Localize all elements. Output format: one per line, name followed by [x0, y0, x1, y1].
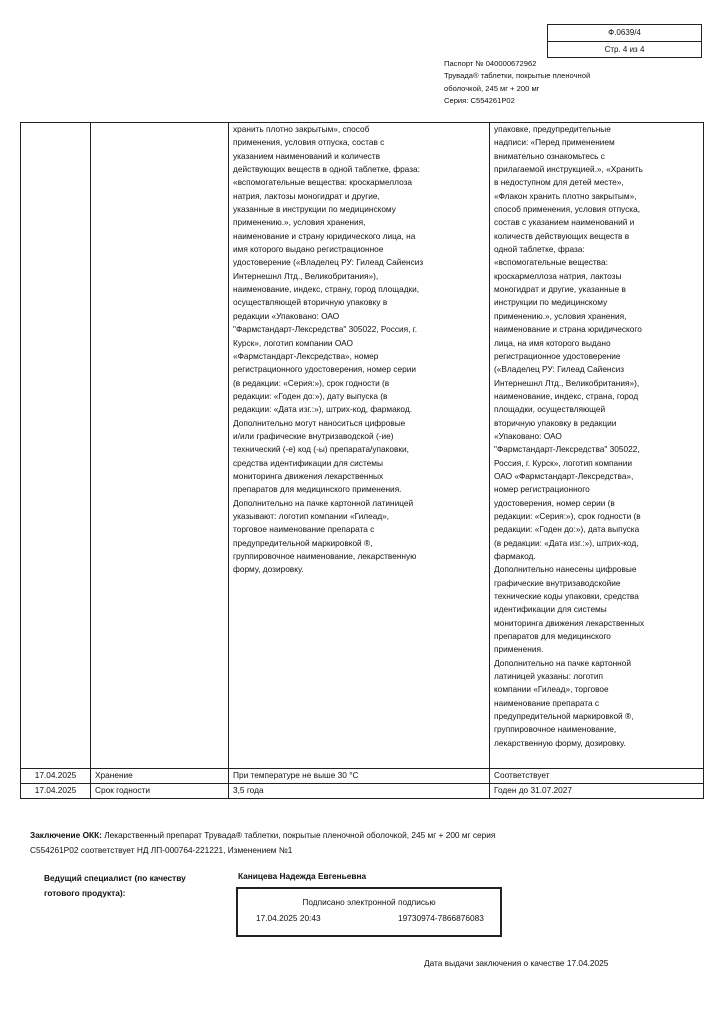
cell-date: 17.04.2025: [21, 769, 91, 784]
text-line: форму, дозировку.: [233, 564, 304, 575]
table-row-packaging: [21, 123, 704, 769]
cell-date: [21, 123, 91, 769]
text-line: предупредительной маркировкой ®,: [494, 711, 634, 722]
text-line: площадки, осуществляющей: [494, 404, 606, 415]
passport-number: Паспорт № 040000672962: [444, 59, 537, 68]
text-line: Интернешнл Лтд., Великобритания»),: [233, 270, 379, 281]
text-line: кроскармеллоза натрия, лактозы: [494, 270, 622, 281]
cell-result: [490, 123, 704, 769]
text-line: Интернешнл Лтд., Великобритания»),: [494, 377, 640, 388]
text-line: предупредительной маркировкой ®,: [233, 537, 373, 548]
text-line: наименование, индекс, страна, город: [494, 390, 639, 401]
text-line: наименование, индекс, страну, город площадки,: [233, 284, 420, 295]
text-line: применению.», условия хранения,: [233, 217, 366, 228]
text-line: внимательно ознакомьтесь с: [494, 150, 605, 161]
text-line: «Флакон хранить плотно закрытым»,: [494, 190, 637, 201]
requirement-text: [233, 123, 485, 577]
form-code: Ф.0639/4: [608, 28, 641, 37]
text-line: прилагаемой инструкцией.», «Хранить: [494, 164, 643, 175]
text-line: Дополнительно нанесены цифровые: [494, 564, 637, 575]
cell-requirement: При температуре не выше 30 °С: [229, 769, 490, 784]
text-line: Дополнительно могут наноситься цифровые: [233, 417, 406, 428]
signature-title: Подписано электронной подписью: [302, 897, 436, 907]
text-line: наименование и страну юридического лица, на: [233, 230, 416, 241]
text-line: моногидрат и другие, указанные в: [494, 284, 626, 295]
conclusion-text1: Лекарственный препарат Трувада® таблетки, покрытые пленочной оболочкой, 245 мг + 200 мг серия: [101, 830, 496, 840]
text-line: Курск», логотип компании ОАО: [233, 337, 353, 348]
text-line: ОАО «Фармстандарт-Лексредства»,: [494, 470, 634, 481]
text-line: осуществляющей вторичную упаковку в: [233, 297, 388, 308]
text-line: компании «Гилеад», торговое: [494, 684, 609, 695]
text-line: в недоступном для детей месте»,: [494, 177, 624, 188]
text-line: редакции: «Дата изг.:»), штрих-код, фармакод.: [233, 404, 413, 415]
text-line: мониторинга движения лекарственных: [233, 470, 384, 481]
product-name-line2: оболочкой, 245 мг + 200 мг: [444, 83, 540, 93]
text-line: мониторинга движения лекарственных: [494, 617, 645, 628]
text-line: указывают: логотип компании «Гилеад»,: [233, 510, 390, 521]
text-line: группировочное наименование,: [494, 724, 617, 735]
issue-date: Дата выдачи заключения о качестве 17.04.2025: [424, 958, 609, 968]
text-line: упаковке, предупредительные: [494, 124, 611, 134]
text-line: указанные в инструкции по медицинскому: [233, 204, 396, 215]
text-line: удостоверение («Владелец РУ: Гилеад Сайенсиз: [233, 257, 424, 268]
cell-indicator: Хранение: [91, 769, 229, 784]
text-line: Дополнительно на пачке картонной: [494, 657, 632, 668]
text-line: идентификации для системы: [494, 604, 607, 615]
text-line: латиницей указаны: логотип: [494, 671, 603, 682]
text-line: наименование и страна юридического: [494, 324, 642, 335]
text-line: графические внутризаводскойие: [494, 577, 621, 588]
specialist-label: [44, 871, 224, 900]
text-line: имя которого выдано регистрационное: [233, 244, 384, 255]
text-line: «Фармстандарт-Лексредства», номер: [233, 350, 379, 361]
text-line: редакции: «Годен до:»), дату выпуска (в: [233, 390, 388, 401]
text-line: лекарственную форму, дозировку.: [494, 737, 626, 748]
cell-result: Годен до 31.07.2027: [490, 784, 704, 799]
specialist-label-line2: готового продукта):: [44, 887, 126, 898]
text-line: применения.: [494, 644, 544, 655]
cell-indicator: Срок годности: [91, 784, 229, 799]
text-line: группировочное наименование, лекарственную: [233, 551, 417, 561]
text-line: указанием наименований и количеств: [233, 150, 381, 161]
cell-date: 17.04.2025: [21, 784, 91, 799]
conclusion: [30, 828, 690, 857]
text-line: "Фармстандарт-Лексредства" 305022,: [494, 444, 640, 455]
text-line: "Фармстандарт-Лексредства" 305022, Россия, г.: [233, 324, 418, 335]
text-line: натрия, лактозы моногидрат и другие,: [233, 190, 380, 201]
quality-table: [20, 122, 704, 799]
text-line: редакции: «Серия:»), срок годности (в: [494, 510, 641, 521]
text-line: способ применения, условия отпуска,: [494, 204, 640, 215]
text-line: препаратов для медицинского: [494, 631, 611, 642]
signature-datetime: 17.04.2025 20:43: [256, 913, 321, 923]
text-line: количеств действующих веществ в: [494, 230, 630, 241]
table-row-shelf-life: [21, 784, 704, 799]
text-line: технические коды упаковки, средства: [494, 591, 639, 602]
text-line: (в редакции: «Дата изг.:»), штрих-код,: [494, 537, 639, 548]
text-line: регистрационное удостоверение: [494, 350, 621, 361]
product-name-line1: Трувада® таблетки, покрытые пленочной: [444, 71, 591, 81]
cell-indicator: [91, 123, 229, 769]
text-line: номер регистрационного: [494, 484, 590, 495]
text-line: инструкции по медицинскому: [494, 297, 608, 308]
text-line: («Владелец РУ: Гилеад Сайенсиз: [494, 364, 625, 375]
text-line: Дополнительно на пачке картонной латиницей: [233, 497, 414, 508]
text-line: одной таблетке, фраза:: [494, 244, 585, 255]
text-line: действующих веществ в одной таблетке, фраза:: [233, 164, 420, 175]
specialist-name: Каницева Надежда Евгеньевна: [238, 871, 367, 881]
text-line: лица, на имя которого выдано: [494, 337, 611, 348]
text-line: «Упаковано: ОАО: [494, 430, 562, 441]
text-line: применения, условия отпуска, состав с: [233, 137, 385, 148]
text-line: «вспомогательные вещества: кроскармеллоза: [233, 177, 413, 188]
cell-result: Соответствует: [490, 769, 704, 784]
specialist-label-line1: Ведущий специалист (по качеству: [44, 873, 186, 883]
text-line: и/или графические внутризаводской (-ие): [233, 430, 394, 441]
text-line: состав с указанием наименований и: [494, 217, 635, 228]
signature-id: 19730974-7866876083: [398, 913, 484, 923]
cell-requirement: 3,5 года: [229, 784, 490, 799]
text-line: торговое наименование препарата с: [233, 524, 375, 535]
cell-requirement: [229, 123, 490, 769]
text-line: препаратов для медицинского применения.: [233, 484, 402, 495]
text-line: редакции «Упаковано: ОАО: [233, 310, 340, 321]
text-line: «вспомогательные вещества:: [494, 257, 608, 268]
text-line: хранить плотно закрытым», способ: [233, 124, 370, 134]
text-line: средства идентификации для системы: [233, 457, 383, 468]
text-line: (в редакции: «Серия:»), срок годности (в: [233, 377, 390, 388]
text-line: применению.», условия хранения,: [494, 310, 627, 321]
text-line: Россия, г. Курск», логотип компании: [494, 457, 633, 468]
text-line: наименование препарата с: [494, 697, 600, 708]
text-line: технический (-е) код (-ы) препарата/упаковки,: [233, 444, 409, 455]
result-text: [494, 123, 699, 750]
text-line: удостоверения, номер серии (в: [494, 497, 615, 508]
table-row-storage: [21, 769, 704, 784]
conclusion-text2: C554261P02 соответствует НД ЛП-000764-221221, Изменением №1: [30, 844, 293, 855]
passport-header: [444, 58, 714, 108]
conclusion-label: Заключение ОКК:: [30, 830, 102, 840]
series-number: Серия: C554261P02: [444, 96, 515, 106]
text-line: редакции: «Годен до:»), дата выпуска: [494, 524, 640, 535]
text-line: регистрационного удостоверения, номер серии: [233, 364, 416, 375]
text-line: надписи: «Перед применением: [494, 137, 615, 148]
text-line: вторичную упаковку в редакции: [494, 417, 617, 428]
form-code-box: [547, 24, 702, 58]
electronic-signature-box: [236, 887, 502, 937]
text-line: фармакод.: [494, 551, 536, 561]
conclusion-line1: [30, 828, 690, 843]
page-number: Стр. 4 из 4: [548, 41, 701, 57]
